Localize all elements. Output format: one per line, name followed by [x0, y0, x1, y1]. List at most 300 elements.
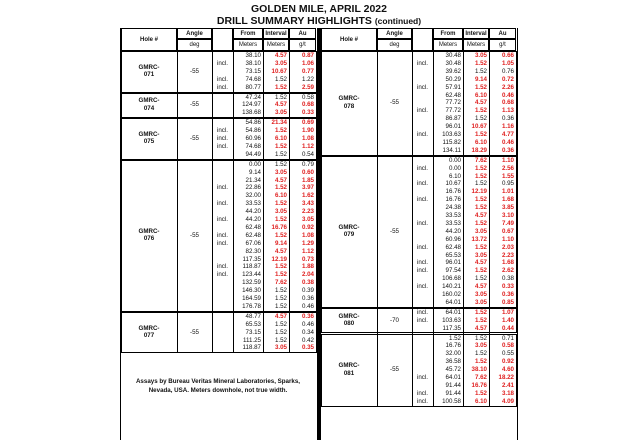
hole-angle: -55	[190, 328, 199, 336]
table-row	[412, 165, 516, 173]
hdr-meters: Meters	[463, 39, 489, 51]
from-value: 60.96	[245, 135, 261, 142]
hdr-hole: Hole #	[121, 28, 177, 51]
from-value: 140.21	[442, 283, 461, 291]
incl-marker: incl.	[216, 142, 228, 150]
from-value: 10.67	[445, 180, 461, 188]
incl-marker: incl.	[216, 216, 228, 223]
incl-marker: incl.	[416, 283, 428, 291]
incl-marker: incl.	[416, 196, 428, 204]
interval-value: 4.57	[274, 312, 287, 320]
au-value: 1.08	[301, 231, 314, 239]
hdr-angle: Angle	[177, 28, 212, 39]
au-value: 2.62	[501, 267, 514, 275]
table-row	[212, 208, 316, 216]
table-row	[412, 244, 516, 252]
hole-angle: -55	[190, 101, 199, 109]
au-value: 0.38	[501, 275, 514, 283]
hole-id-prefix: GMRC-	[138, 97, 160, 105]
table-row	[412, 252, 516, 260]
table-row	[212, 248, 316, 256]
document-subtitle	[120, 15, 518, 27]
interval-value: 6.10	[274, 192, 287, 200]
column-rule	[412, 51, 413, 407]
au-value: 0.68	[301, 101, 314, 109]
interval-value: 3.05	[474, 291, 487, 298]
hole-id	[321, 362, 377, 377]
hdr-blank	[212, 28, 233, 51]
table-row	[412, 123, 516, 131]
from-value: 67.06	[245, 239, 261, 247]
incl-marker: incl.	[216, 184, 228, 192]
from-value: 39.62	[445, 67, 461, 75]
au-value: 0.58	[301, 93, 314, 101]
interval-value: 4.57	[474, 259, 487, 267]
au-value: 0.67	[501, 227, 514, 235]
table-row	[412, 147, 516, 155]
table-row	[412, 76, 516, 84]
from-value: 164.59	[242, 295, 261, 302]
from-value: 44.20	[245, 208, 261, 216]
hole-angle: -55	[390, 366, 399, 374]
interval-value: 1.52	[274, 93, 287, 101]
table-row	[412, 228, 516, 236]
au-value: 4.77	[501, 131, 514, 138]
column-rule	[263, 51, 264, 353]
interval-value: 9.14	[474, 75, 487, 83]
incl-marker: incl.	[416, 397, 428, 405]
from-value: 33.53	[245, 200, 261, 208]
from-value: 22.86	[245, 184, 261, 192]
au-value: 0.36	[501, 291, 514, 298]
from-value: 48.77	[245, 312, 261, 320]
interval-value: 7.62	[474, 374, 487, 381]
interval-value: 3.05	[474, 251, 487, 259]
table-row	[412, 188, 516, 196]
table-row	[212, 101, 316, 109]
incl-marker: incl.	[416, 374, 428, 381]
table-row	[212, 184, 316, 192]
interval-value: 9.14	[274, 239, 287, 247]
interval-value: 1.52	[274, 83, 287, 91]
from-value: 160.02	[442, 291, 461, 298]
interval-value: 1.52	[274, 75, 287, 83]
interval-value: 1.52	[274, 271, 287, 279]
au-value: 0.72	[501, 75, 514, 83]
au-value: 0.54	[301, 150, 314, 158]
incl-marker: incl.	[216, 59, 228, 67]
table-row	[412, 299, 516, 307]
from-value: 118.87	[242, 344, 261, 352]
hole-id	[321, 224, 377, 239]
hole-id-number: 081	[343, 369, 355, 377]
incl-marker: incl.	[416, 164, 428, 172]
table-row	[212, 256, 316, 264]
hole-id	[321, 313, 377, 328]
au-value: 0.44	[501, 324, 514, 332]
column-rule	[463, 51, 464, 407]
au-value: 0.38	[301, 279, 314, 287]
interval-value: 3.05	[274, 168, 287, 176]
from-value: 6.10	[448, 172, 461, 180]
from-value: 44.20	[445, 227, 461, 235]
table-row	[212, 127, 316, 135]
from-value: 30.48	[445, 52, 461, 59]
hole-id-prefix: GMRC-	[338, 362, 360, 370]
au-value: 1.07	[501, 308, 514, 316]
incl-marker: incl.	[216, 263, 228, 271]
from-value: 21.34	[245, 176, 261, 184]
table-row	[412, 366, 516, 374]
interval-value: 1.52	[474, 131, 487, 138]
interval-value: 16.76	[271, 223, 287, 231]
au-value: 1.12	[301, 142, 314, 150]
from-value: 91.44	[445, 389, 461, 397]
table-row	[412, 131, 516, 139]
from-value: 103.63	[442, 316, 461, 324]
table-row	[212, 279, 316, 287]
incl-marker: incl.	[416, 180, 428, 188]
table-row	[412, 180, 516, 188]
incl-marker: incl.	[216, 127, 228, 135]
table-row	[212, 84, 316, 92]
table-row	[212, 271, 316, 279]
from-value: 73.15	[245, 328, 261, 336]
from-value: 64.01	[445, 308, 461, 316]
au-value: 0.35	[301, 344, 314, 352]
table-row	[212, 240, 316, 248]
incl-marker: incl.	[416, 59, 428, 67]
au-value: 1.68	[501, 259, 514, 267]
interval-value: 1.52	[274, 150, 287, 158]
table-row	[412, 68, 516, 76]
table-row	[412, 196, 516, 204]
from-value: 111.25	[242, 336, 261, 344]
interval-value: 1.52	[474, 358, 487, 366]
table-row	[212, 68, 316, 76]
table-row	[212, 337, 316, 345]
au-value: 0.79	[301, 160, 314, 168]
from-value: 16.76	[445, 196, 461, 204]
from-value: 62.48	[445, 91, 461, 99]
from-value: 65.53	[245, 320, 261, 328]
interval-value: 1.52	[474, 196, 487, 204]
table-row	[412, 92, 516, 100]
from-value: 106.68	[442, 275, 461, 283]
hdr-angle: Angle	[377, 28, 412, 39]
au-value: 3.85	[501, 204, 514, 212]
hole-id-prefix: GMRC-	[338, 223, 360, 231]
hdr-interval: Interval	[263, 28, 289, 39]
table-row	[412, 398, 516, 406]
column-rule	[177, 51, 178, 353]
interval-value: 1.52	[474, 316, 487, 324]
from-value: 91.44	[445, 381, 461, 389]
interval-value: 1.52	[474, 219, 487, 227]
au-value: 1.55	[501, 172, 514, 180]
incl-marker: incl.	[216, 231, 228, 239]
interval-value: 38.10	[471, 366, 487, 374]
au-value: 1.01	[501, 188, 514, 196]
table-row	[412, 84, 516, 92]
incl-marker: incl.	[416, 259, 428, 267]
interval-value: 7.62	[274, 279, 287, 287]
table-row	[212, 60, 316, 68]
from-value: 97.54	[445, 267, 461, 275]
from-value: 24.38	[445, 204, 461, 212]
au-value: 0.60	[301, 168, 314, 176]
interval-value: 1.52	[274, 287, 287, 295]
table-row	[212, 52, 316, 60]
from-value: 1.52	[448, 334, 461, 342]
from-value: 33.53	[445, 219, 461, 227]
assay-footnote: Assays by Bureau Veritas Mineral Laboratories, Sparks, Nevada, USA. Meters downhole, not true width.	[135, 378, 301, 394]
table-row	[212, 224, 316, 232]
table-row	[412, 283, 516, 291]
incl-marker: incl.	[416, 243, 428, 251]
table-row	[412, 275, 516, 283]
hole-id	[121, 325, 177, 340]
hole-angle: -55	[390, 99, 399, 107]
interval-value: 1.52	[274, 200, 287, 208]
table-row	[412, 60, 516, 68]
from-value: 74.68	[245, 75, 261, 83]
au-value: 0.34	[301, 328, 314, 336]
au-value: 0.46	[501, 91, 514, 99]
hdr-from: From	[233, 28, 263, 39]
from-value: 96.01	[445, 123, 461, 131]
au-value: 0.77	[301, 67, 314, 75]
table-row	[212, 287, 316, 295]
interval-value: 18.29	[471, 146, 487, 154]
interval-value: 1.52	[274, 336, 287, 344]
incl-marker: incl.	[416, 219, 428, 227]
au-value: 0.46	[301, 320, 314, 328]
table-row	[412, 291, 516, 299]
au-value: 1.22	[301, 75, 314, 83]
from-value: 32.00	[245, 192, 261, 200]
from-value: 33.53	[445, 212, 461, 219]
au-value: 4.60	[501, 366, 514, 374]
interval-value: 4.57	[274, 52, 287, 59]
from-value: 60.96	[445, 235, 461, 243]
from-value: 118.87	[242, 263, 261, 271]
from-value: 57.91	[445, 83, 461, 91]
table-row	[412, 325, 516, 333]
interval-value: 1.52	[274, 127, 287, 135]
from-value: 94.49	[245, 150, 261, 158]
from-value: 65.53	[445, 251, 461, 259]
interval-value: 4.57	[274, 176, 287, 184]
from-value: 0.00	[448, 164, 461, 172]
au-value: 0.39	[301, 287, 314, 295]
column-rule	[489, 51, 490, 407]
hole-id-number: 077	[143, 332, 155, 340]
column-rule	[377, 51, 378, 407]
hdr-gt: g/t	[489, 39, 516, 51]
au-value: 0.76	[501, 67, 514, 75]
incl-marker: incl.	[216, 200, 228, 208]
interval-value: 1.52	[474, 115, 487, 123]
hole-id-number: 071	[143, 71, 155, 79]
interval-value: 3.05	[274, 59, 287, 67]
au-value: 0.95	[501, 180, 514, 188]
interval-value: 6.10	[474, 91, 487, 99]
interval-value: 1.52	[274, 231, 287, 239]
hole-id	[121, 131, 177, 146]
interval-value: 1.52	[274, 142, 287, 150]
incl-marker: incl.	[216, 83, 228, 91]
interval-value: 1.52	[274, 295, 287, 302]
table-row	[412, 236, 516, 244]
table-row	[412, 267, 516, 275]
from-value: 117.35	[242, 255, 261, 263]
interval-value: 4.57	[474, 283, 487, 291]
au-value: 2.41	[501, 381, 514, 389]
from-value: 62.48	[245, 231, 261, 239]
table-row	[412, 317, 516, 325]
hole-angle: -55	[190, 134, 199, 142]
table-row	[212, 94, 316, 102]
table-row	[412, 382, 516, 390]
interval-value: 12.19	[471, 188, 487, 196]
au-value: 4.09	[501, 397, 514, 405]
table-row	[212, 344, 316, 352]
from-value: 100.58	[442, 397, 461, 405]
au-value: 1.10	[501, 156, 514, 164]
table-row	[212, 76, 316, 84]
hdr-meters: Meters	[233, 39, 263, 51]
from-value: 138.68	[242, 109, 261, 117]
au-value: 0.46	[301, 302, 314, 310]
table-row	[412, 358, 516, 366]
interval-value: 1.52	[274, 263, 287, 271]
au-value: 3.43	[301, 200, 314, 208]
table-row	[212, 216, 316, 224]
hdr-gt: g/t	[289, 39, 316, 51]
interval-value: 1.52	[474, 59, 487, 67]
au-value: 2.23	[301, 208, 314, 216]
hdr-hole: Hole #	[321, 28, 377, 51]
hole-id-prefix: GMRC-	[138, 227, 160, 235]
table-row	[212, 177, 316, 185]
interval-value: 12.19	[271, 255, 287, 263]
from-value: 16.76	[445, 342, 461, 350]
incl-marker: incl.	[216, 75, 228, 83]
au-value: 0.36	[301, 295, 314, 302]
au-value: 3.05	[301, 216, 314, 223]
hole-angle: -70	[390, 316, 399, 324]
from-value: 64.01	[445, 298, 461, 306]
au-value: 1.06	[301, 59, 314, 67]
from-value: 36.58	[445, 358, 461, 366]
au-value: 0.55	[501, 350, 514, 358]
hole-angle: -55	[390, 227, 399, 235]
au-value: 1.13	[501, 107, 514, 115]
from-value: 54.86	[245, 127, 261, 135]
au-value: 0.33	[301, 109, 314, 117]
interval-value: 4.57	[474, 212, 487, 219]
au-value: 1.68	[501, 196, 514, 204]
from-value: 0.00	[448, 156, 461, 164]
interval-value: 1.52	[274, 320, 287, 328]
au-value: 0.73	[301, 255, 314, 263]
table-row	[212, 263, 316, 271]
au-value: 0.36	[301, 312, 314, 320]
interval-value: 10.67	[271, 67, 287, 75]
from-value: 38.10	[245, 52, 261, 59]
table-row	[412, 335, 516, 343]
from-value: 74.68	[245, 142, 261, 150]
au-value: 0.36	[501, 115, 514, 123]
table-row	[212, 143, 316, 151]
hdr-au: Au	[489, 28, 516, 39]
au-value: 2.23	[501, 251, 514, 259]
table-row	[412, 99, 516, 107]
table-row	[412, 390, 516, 398]
interval-value: 1.52	[274, 328, 287, 336]
from-value: 146.30	[242, 287, 261, 295]
hole-id	[121, 228, 177, 243]
au-value: 2.59	[301, 83, 314, 91]
table-row	[412, 139, 516, 147]
interval-value: 1.52	[474, 243, 487, 251]
hdr-meters: Meters	[263, 39, 289, 51]
column-rule	[433, 51, 434, 407]
incl-marker: incl.	[416, 316, 428, 324]
hole-id-prefix: GMRC-	[138, 324, 160, 332]
column-rule	[212, 51, 213, 353]
table-row	[412, 220, 516, 228]
interval-value: 1.52	[474, 83, 487, 91]
from-value: 0.00	[248, 160, 261, 168]
interval-value: 1.52	[474, 204, 487, 212]
from-value: 103.63	[442, 131, 461, 138]
from-value: 50.29	[445, 75, 461, 83]
hole-id	[121, 97, 177, 112]
interval-value: 1.52	[274, 160, 287, 168]
interval-value: 4.57	[274, 247, 287, 255]
from-value: 86.87	[445, 115, 461, 123]
document-title: GOLDEN MILE, APRIL 2022	[251, 3, 387, 15]
interval-value: 13.72	[471, 235, 487, 243]
au-value: 2.03	[501, 243, 514, 251]
from-value: 132.59	[242, 279, 261, 287]
from-value: 134.11	[442, 146, 461, 154]
incl-marker: incl.	[416, 308, 428, 316]
au-value: 1.08	[301, 135, 314, 142]
from-value: 45.72	[445, 366, 461, 374]
au-value: 7.49	[501, 219, 514, 227]
from-value: 30.48	[445, 59, 461, 67]
subtitle-suffix: (continued)	[374, 16, 422, 26]
table-row	[212, 232, 316, 240]
interval-value: 3.05	[474, 298, 487, 306]
au-value: 1.40	[501, 316, 514, 324]
interval-value: 1.52	[474, 107, 487, 115]
hole-id-number: 075	[143, 138, 155, 146]
au-value: 1.12	[301, 247, 314, 255]
hole-id-number: 080	[343, 320, 355, 328]
au-value: 0.92	[501, 358, 514, 366]
interval-value: 7.62	[474, 156, 487, 164]
incl-marker: incl.	[216, 271, 228, 279]
table-row	[212, 169, 316, 177]
interval-value: 3.05	[274, 109, 287, 117]
from-value: 123.44	[242, 271, 261, 279]
from-value: 77.72	[445, 107, 461, 115]
table-row	[212, 329, 316, 337]
